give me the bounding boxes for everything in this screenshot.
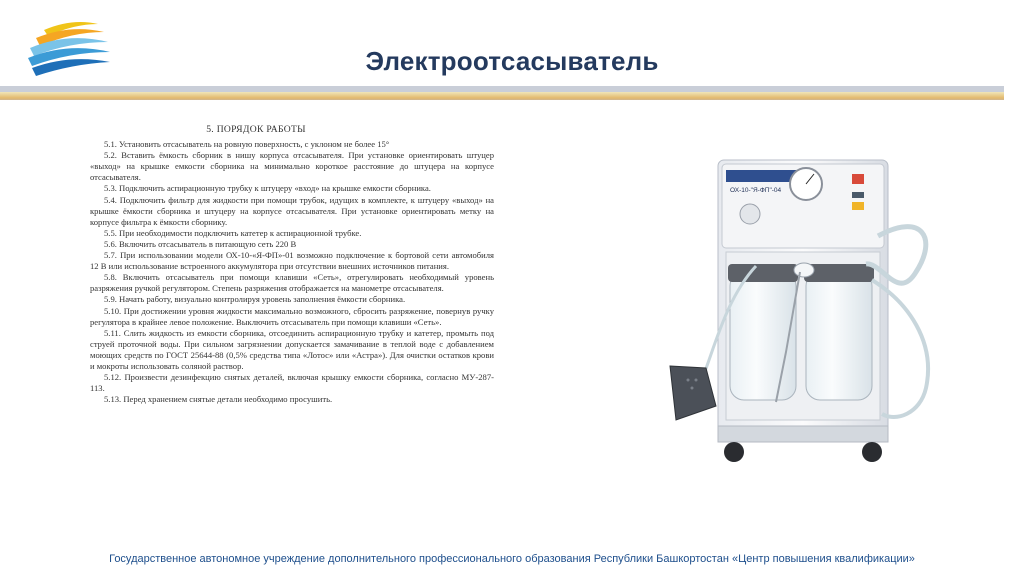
- procedure-step: 5.3. Подключить аспирационную трубку к штуцеру «вход» на крышке емкости сборника.: [104, 183, 431, 194]
- procedure-step: 5.12. Произвести дезинфекцию снятых деталей, включая крышку емкости сборника, согласно МУ-287-113.: [90, 372, 494, 394]
- device-panel-label: ОХ-10-"Я-ФП"-04: [730, 187, 782, 194]
- procedure-step: 5.11. Слить жидкость из емкости сборника, отсоединить аспирационную трубку и катетер, промыть под струей проточной воды. При сильном загрязнении допускается замачивание в теплой воде с добавлением моющих средств по ГОСТ 25644-88 (0,5% средства типа «Лотос» или «Астра»). Для очистки остатков крови и мокроты использовать соляной раствор.: [90, 327, 494, 371]
- document-heading: 5. ПОРЯДОК РАБОТЫ: [206, 124, 306, 135]
- procedure-step: 5.6. Включить отсасыватель в питающую сеть 220 В: [104, 238, 297, 249]
- procedure-step: 5.10. При достижении уровня жидкости максимально возможного, сбросить разряжение, повернув ручку регулятора в крайнее левое положение. Выключить отсасыватель при помощи клавиши «Сеть».: [90, 305, 494, 327]
- work-procedure-document: [90, 124, 494, 504]
- header-divider: [0, 86, 1004, 100]
- logo-icon: [24, 20, 114, 82]
- slide-title: Электроотсасыватель: [365, 46, 659, 76]
- procedure-step: 5.8. Включить отсасыватель при помощи клавиши «Сеть», отрегулировать необходимый уровень разряжения ручкой регулятором. Степень разряжения отображается на манометре отсасывателя.: [90, 272, 494, 294]
- slide-footer: Государственное автономное учреждение дополнительного профессионального образования Республики Башкортостан «Центр повышения квалификации»: [109, 553, 915, 565]
- procedure-step: 5.7. При использовании модели ОХ-10-«Я-ФП»-01 возможно подключение к бортовой сети автомобиля 12 В или использование встроенного аккумулятора при отсутствии внешних источников питания.: [90, 250, 494, 272]
- procedure-step: 5.5. При необходимости подключить катетер к аспирационной трубке.: [104, 227, 362, 238]
- suction-device-image: [646, 152, 954, 470]
- procedure-step: 5.9. Начать работу, визуально контролируя уровень заполнения ёмкости сборника.: [104, 294, 406, 305]
- procedure-step: 5.4. Подключить фильтр для жидкости при помощи трубок, идущих в комплекте, к штуцеру «выход» на крышке ёмкости сборника и штуцеру на корпусе отсасывателя. При установке ориентировать метку на корпусе фильтра к ёмкости сборнику.: [90, 194, 494, 227]
- procedure-step: 5.13. Перед хранением снятые детали необходимо просушить.: [104, 394, 333, 405]
- procedure-step: 5.1. Установить отсасыватель на ровную поверхность, с уклоном не более 15°: [104, 139, 390, 150]
- procedure-step: 5.2. Вставить ёмкость сборник в нишу корпуса отсасывателя. При установке ориентировать штуцер «выход» на крышке емкости сборника на минимально короткое расстояние до штуцера на корпусе отсасывателя.: [90, 150, 494, 183]
